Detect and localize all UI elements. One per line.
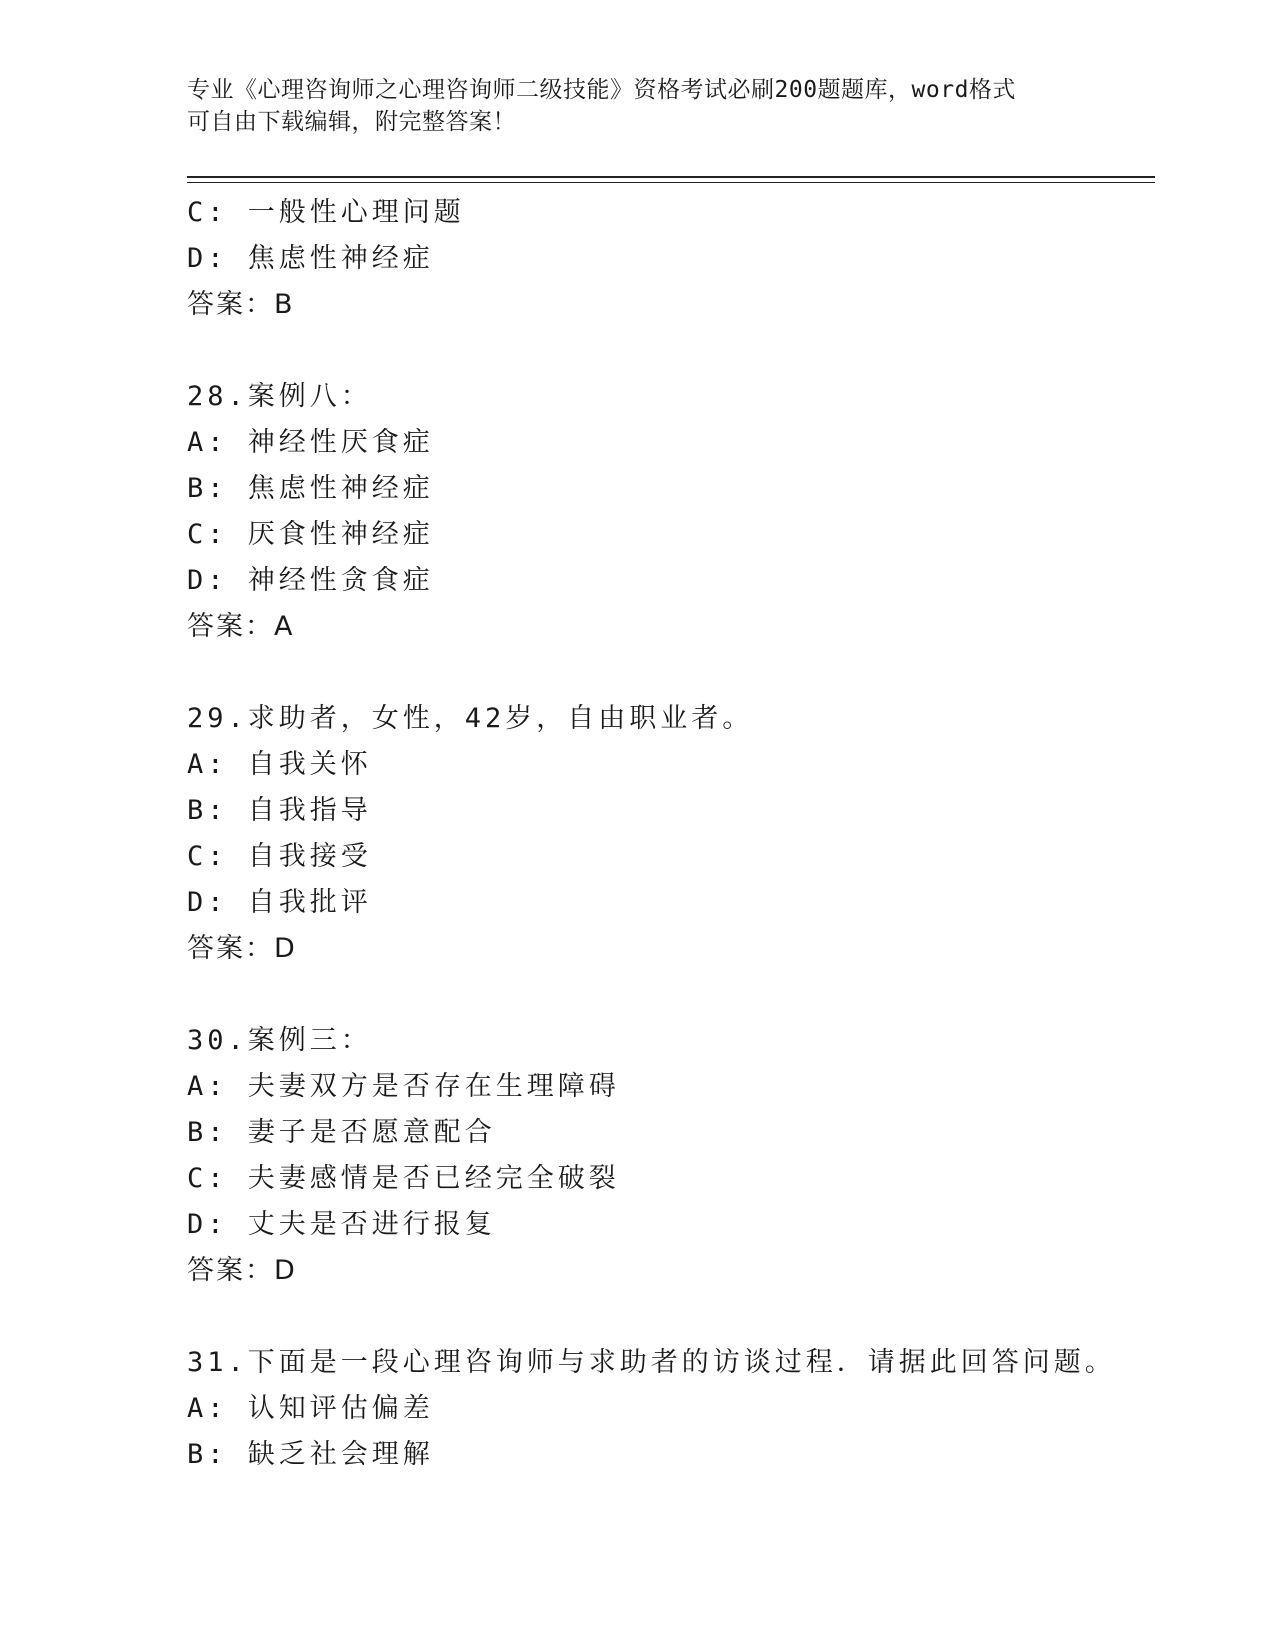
header-divider-thick xyxy=(187,176,1155,178)
option-c: C: 夫妻感情是否已经完全破裂 xyxy=(187,1163,620,1194)
option-c: C: 自我接受 xyxy=(187,841,372,872)
option-d: D: 丈夫是否进行报复 xyxy=(187,1209,496,1240)
option-c: C: 一般性心理问题 xyxy=(187,197,465,228)
option-b: B: 缺乏社会理解 xyxy=(187,1439,434,1470)
option-b: B: 妻子是否愿意配合 xyxy=(187,1117,496,1148)
header-divider-thin xyxy=(187,182,1155,183)
option-a: A: 神经性厌食症 xyxy=(187,427,434,458)
option-b: B: 焦虑性神经症 xyxy=(187,473,434,504)
option-d: D: 自我批评 xyxy=(187,887,372,918)
header-line-1: 专业《心理咨询师之心理咨询师二级技能》资格考试必刷200题题库，word格式 xyxy=(187,77,1016,103)
option-b: B: 自我指导 xyxy=(187,795,372,826)
question-29 xyxy=(187,696,1147,972)
question-list xyxy=(187,190,1147,1478)
question-stem: 30.案例三： xyxy=(187,1025,372,1056)
spacer xyxy=(187,328,1147,374)
option-a: A: 夫妻双方是否存在生理障碍 xyxy=(187,1071,620,1102)
question-stem: 28.案例八： xyxy=(187,381,372,412)
question-stem: 31.下面是一段心理咨询师与求助者的访谈过程．请据此回答问题。 xyxy=(187,1347,1116,1378)
question-fragment xyxy=(187,190,1147,328)
header-line-2: 可自由下载编辑，附完整答案！ xyxy=(187,109,516,135)
answer-line: 答案：B xyxy=(187,289,295,320)
option-d: D: 神经性贪食症 xyxy=(187,565,434,596)
answer-line: 答案：D xyxy=(187,933,297,964)
document-header xyxy=(187,74,1087,138)
spacer xyxy=(187,972,1147,1018)
question-stem: 29.求助者，女性，42岁，自由职业者。 xyxy=(187,703,754,734)
question-31 xyxy=(187,1340,1147,1478)
option-d: D: 焦虑性神经症 xyxy=(187,243,434,274)
answer-line: 答案：D xyxy=(187,1255,297,1286)
question-28 xyxy=(187,374,1147,650)
option-c: C: 厌食性神经症 xyxy=(187,519,434,550)
option-a: A: 自我关怀 xyxy=(187,749,372,780)
spacer xyxy=(187,650,1147,696)
question-30 xyxy=(187,1018,1147,1294)
answer-line: 答案：A xyxy=(187,611,295,642)
spacer xyxy=(187,1294,1147,1340)
option-a: A: 认知评估偏差 xyxy=(187,1393,434,1424)
